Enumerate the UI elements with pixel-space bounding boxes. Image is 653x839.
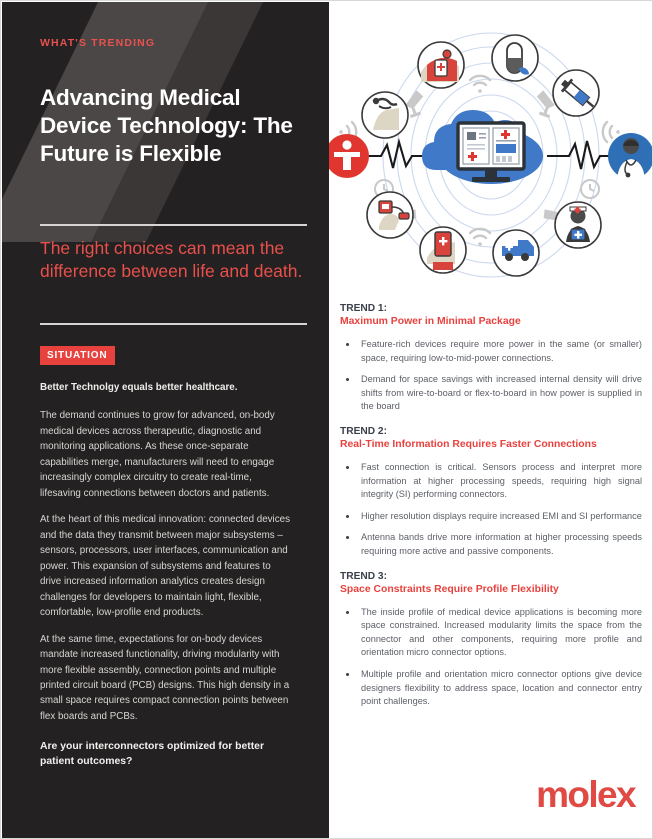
xray-icon: [362, 92, 408, 138]
trend-title: Space Constraints Require Profile Flexibility: [340, 583, 559, 595]
page-title: Advancing Medical Device Technology: The Future is Flexible: [40, 85, 293, 167]
ecg-line-right: [547, 141, 617, 169]
trend-item: [340, 425, 642, 559]
right-content-column: [329, 2, 653, 839]
divider-top: [40, 224, 307, 226]
molex-logo: molex: [536, 774, 635, 815]
trend-bullets: [340, 461, 642, 559]
syringe-icon: [553, 70, 599, 116]
trend-bullet: Fast connection is critical. Sensors process and interpret more information at higher processing speeds, requiring high signal integrity (SI) performing connectors.: [340, 461, 642, 502]
cloud-monitor-icon: [422, 110, 543, 184]
situation-lede: Better Technolgy equals better healthcare.: [40, 382, 238, 393]
subheadline: The right choices can mean the difference between life and death.: [40, 238, 303, 282]
trend-bullet: Antenna bands drive more information at higher processing speeds requiring more active and passive components.: [340, 531, 642, 558]
patient-accessibility-icon: [329, 134, 369, 178]
ambulance-icon: [493, 230, 539, 276]
situation-paragraph: At the heart of this medical innovation: connected devices and the data they transmit between major subsystems – sensors, processors, user interfaces, communication and power. This expansion of subsystems and features to drive increased information analytics creates design challenges for developers to maintain light, flexible, comfortable, low-profile end products.: [40, 514, 290, 619]
trend-label: TREND 1:: [340, 303, 387, 314]
left-feature-panel: [2, 2, 329, 839]
situation-paragraph: The demand continues to grow for advanced, on-body medical devices across therapeutic, diagnostic and monitoring applications. As these once-separate capabilities merge, manufacturers will need to engage increasingly complex circuitry to create real-time, lifesaving connections between doctors and patients.: [40, 410, 275, 499]
trends-list: [340, 302, 642, 720]
trend-bullet: Demand for space savings with increased internal density will drive shifts from wire-to-board or flex-to-board in how power is supplied in the board: [340, 373, 642, 414]
trend-bullets: [340, 606, 642, 709]
trend-item: [340, 302, 642, 414]
divider-bottom: [40, 323, 307, 325]
trend-bullet: Feature-rich devices require more power in the same (or smaller) space, requiring low-to-mid-power connections.: [340, 338, 642, 365]
blood-pressure-monitor-icon: [367, 192, 413, 238]
mobile-health-icon: [420, 227, 466, 273]
doctor-icon: [608, 133, 653, 179]
hero-svg: [329, 10, 653, 298]
situation-body: [40, 380, 294, 781]
situation-paragraph: At the same time, expectations for on-body devices mandate increased functionality, driving modularity with more flexible assembly, connection points and multiple printed circuit board (PCB) designs. This high density in a small space requires compact connection points between flex boards and PCBs.: [40, 633, 290, 722]
trend-bullet: Multiple profile and orientation micro connector options give device designers flexibility to address space, location and connector entry point challenges.: [340, 668, 642, 709]
situation-question: Are your interconnectors optimized for better patient outcomes?: [40, 741, 265, 768]
trend-label: TREND 3:: [340, 570, 387, 582]
trend-label: TREND 2:: [340, 426, 387, 438]
left-panel-content: [40, 2, 308, 839]
pill-icon: [492, 35, 538, 81]
medical-kit-icon: [418, 42, 464, 88]
trend-title: Maximum Power in Minimal Package: [340, 316, 521, 328]
eyebrow-label: WHAT'S TRENDING: [40, 37, 156, 49]
trend-bullet: The inside profile of medical device applications is becoming more space constrained. Increased modularity limits the space from the connector and other components, requiring more profile and orientation micro connector options.: [340, 606, 642, 660]
nurse-icon: [555, 202, 601, 248]
trend-bullet: Higher resolution displays require increased EMI and SI performance: [340, 510, 642, 524]
trend-item: [340, 570, 642, 709]
trend-title: Real-Time Information Requires Faster Connections: [340, 439, 597, 451]
connected-health-illustration: [329, 10, 653, 298]
trend-bullets: [340, 338, 642, 414]
situation-badge: SITUATION: [40, 346, 115, 365]
